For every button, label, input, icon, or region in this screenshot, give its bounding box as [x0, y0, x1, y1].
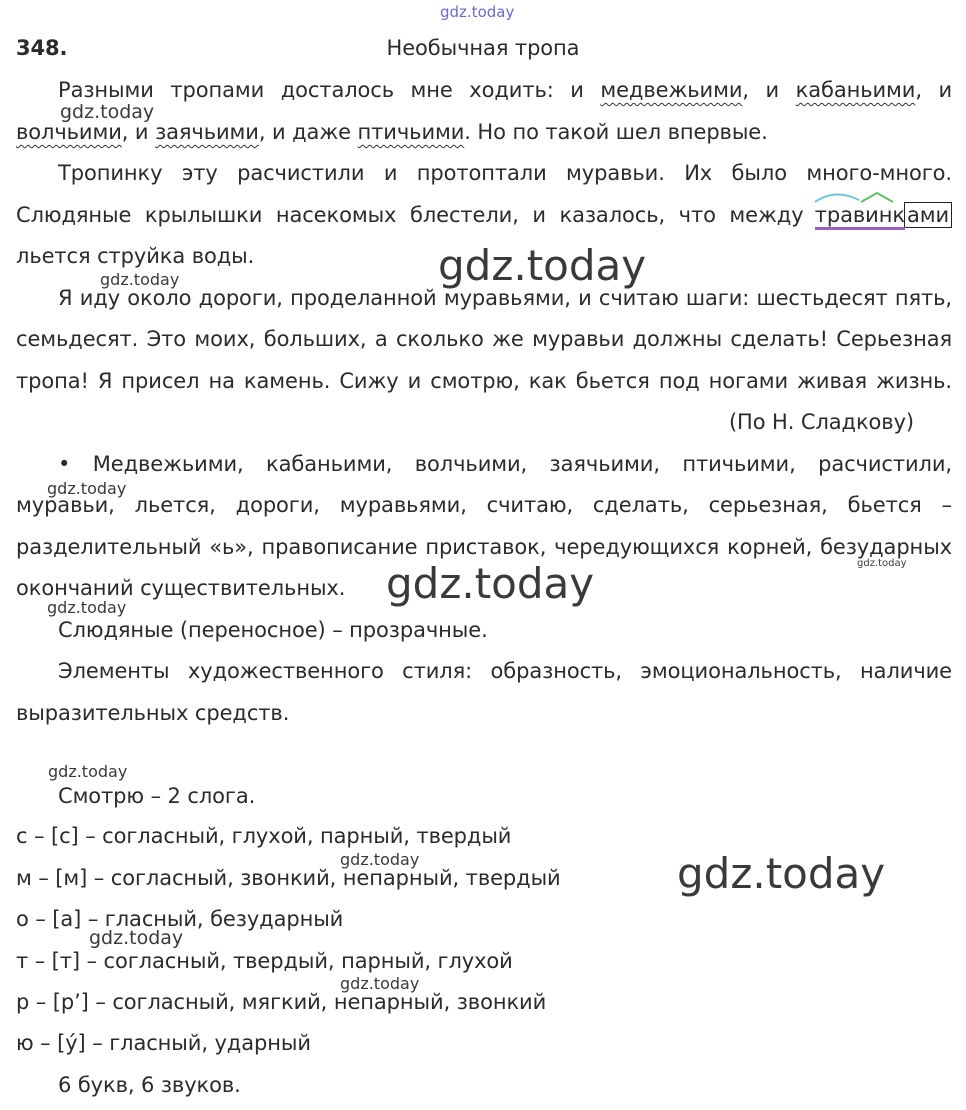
phonetic-row: о – [а] – гласный, безударный [16, 907, 344, 931]
watermark-big: gdz.today [677, 849, 886, 898]
root-arc-icon [813, 190, 905, 204]
answer-1-line-3: разделительный «ь», правописание приставок, чередующихся корней, безударных [16, 535, 952, 559]
paragraph-3-line-2: семьдесят. Это моих, больших, а сколько же муравьи должны сделать! Серьезная [16, 327, 952, 351]
text-fragment: Слюдяные крылышки насекомых блестели, и казалось, что между [16, 203, 804, 227]
watermark: gdz.today [340, 974, 420, 993]
underlined-word: птичьими [357, 120, 465, 144]
paragraph-2-line-3: льется струйка воды. [16, 244, 255, 268]
watermark-big: gdz.today [386, 559, 595, 608]
watermark: gdz.today [60, 101, 155, 123]
paragraph-1-line-1 [16, 77, 952, 103]
text-fragment: , и даже [258, 120, 358, 144]
phonetic-row: с – [с] – согласный, глухой, парный, твердый [16, 824, 512, 848]
morpheme-word [815, 202, 952, 228]
paragraph-2-line-2 [16, 202, 952, 228]
watermark-big: gdz.today [438, 241, 647, 290]
root-text: травинк [815, 203, 905, 230]
answer-2: Слюдяные (переносное) – прозрачные. [58, 618, 488, 642]
text-fragment: , и [121, 120, 156, 144]
underlined-word: кабаньими [795, 78, 916, 102]
watermark: gdz.today [47, 598, 127, 617]
phonetic-row: ю – [у́] – гласный, ударный [16, 1031, 311, 1055]
phonetic-row: т – [т] – согласный, твердый, парный, глухой [16, 949, 513, 973]
underlined-word: медвежьими [600, 78, 743, 102]
paragraph-1-line-2 [16, 119, 952, 145]
underlined-word: волчьими [16, 120, 122, 144]
paragraph-3-line-3: тропа! Я присел на камень. Сижу и смотрю, как бьется под ногами живая жизнь. [16, 369, 952, 393]
phonetic-row: р – [р’] – согласный, мягкий, непарный, звонкий [16, 990, 547, 1014]
phonetic-title: Смотрю – 2 слога. [58, 784, 256, 808]
watermark: gdz.today [47, 479, 127, 498]
task-number: 348. [16, 36, 68, 60]
answer-3-line-1: Элементы художественного стиля: образность, эмоциональность, наличие [58, 659, 952, 683]
underlined-word: заячьими [155, 120, 259, 144]
answer-1-line-2: муравьи, льется, дороги, муравьями, считаю, сделать, серьезная, бьется – [16, 493, 952, 517]
answer-1-line-1: • Медвежьими, кабаньими, волчьими, заячьими, птичьими, расчистили, [58, 452, 952, 476]
answer-3-line-2: выразительных средств. [16, 701, 290, 725]
author-attribution: (По Н. Сладкову) [728, 410, 914, 434]
text-fragment: Разными тропами досталось мне ходить: и [58, 78, 601, 102]
answer-1-line-4: окончаний существительных. [16, 576, 346, 600]
watermark: gdz.today [100, 270, 180, 289]
watermark: gdz.today [340, 850, 420, 869]
paragraph-2-line-1: Тропинку эту расчистили и протоптали муравьи. Их было много-много. [58, 161, 952, 185]
text-fragment: , и [915, 78, 952, 102]
phonetic-row: м – [м] – согласный, звонкий, непарный, твердый [16, 866, 561, 890]
watermark: gdz.today [89, 927, 184, 949]
watermark-top: gdz.today [440, 3, 515, 21]
paragraph-3-line-1: Я иду около дороги, проделанной муравьями, и считаю шаги: шестьдесят пять, [58, 286, 952, 310]
task-title: Необычная тропа [386, 36, 580, 60]
text-fragment: , и [742, 78, 796, 102]
watermark: gdz.today [857, 558, 907, 569]
phonetic-summary: 6 букв, 6 звуков. [58, 1073, 241, 1097]
word-ending: ами [904, 202, 952, 228]
text-fragment: . Но по такой шел впервые. [464, 120, 768, 144]
word-root [815, 202, 905, 228]
watermark: gdz.today [48, 762, 128, 781]
